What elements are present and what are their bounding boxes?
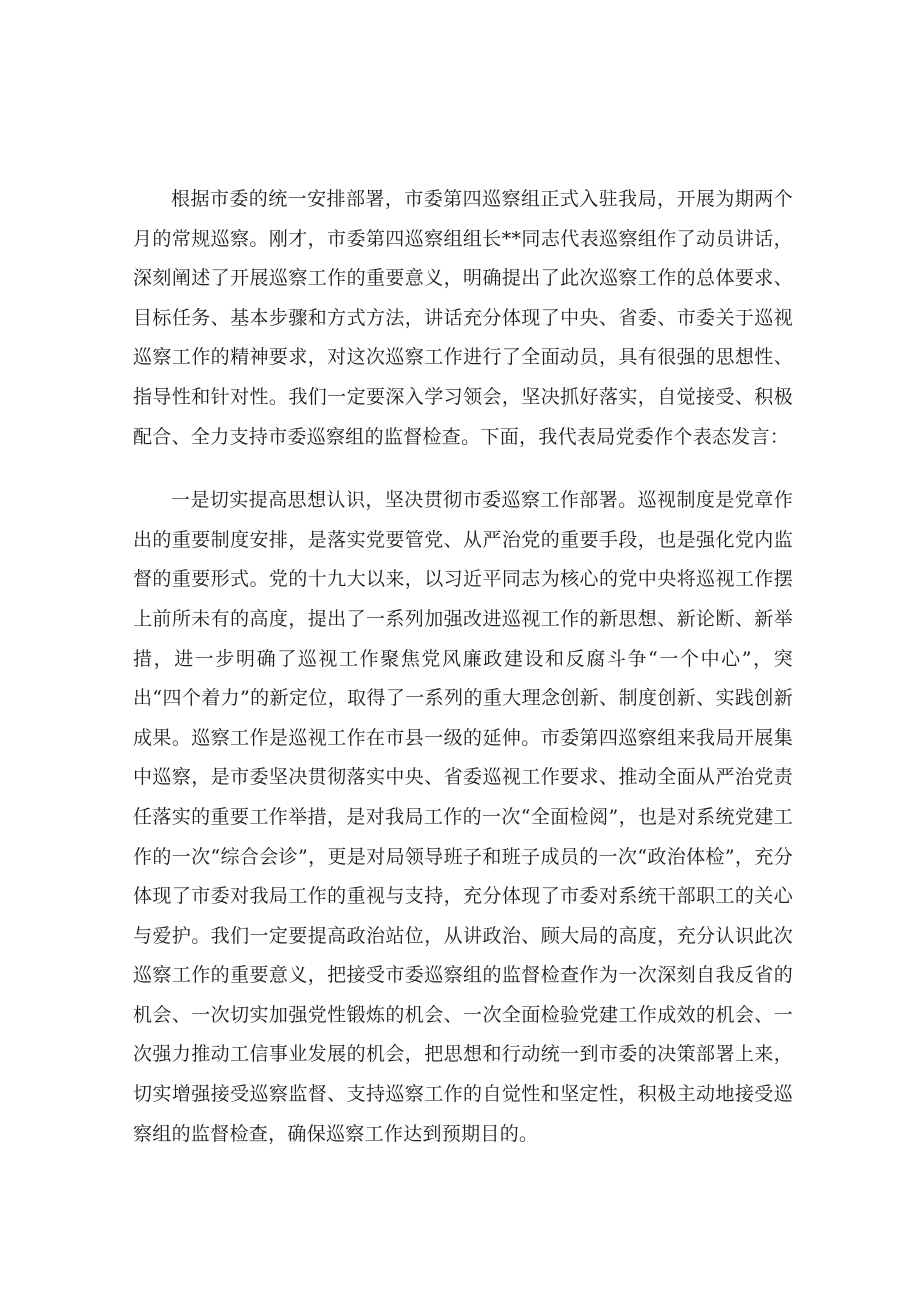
paragraph-point-one: 一是切实提高思想认识，坚决贯彻市委巡察工作部署。巡视制度是党章作出的重要制度安排，是落实党要管党、从严治党的重要手段，也是强化党内监督的重要形式。党的十九大以来，以习近平同志为核心的党中央将巡视工作摆上前所未有的高度，提出了一系列加强改进巡视工作的新思想、新论断、新举措，进一步明确了巡视工作聚焦党风廉政建设和反腐斗争“一个中心”，突出“四个着力”的新定位，取得了一系列的重大理念创新、制度创新、实践创新成果。巡察工作是巡视工作在市县一级的延伸。市委第四巡察组来我局开展集中巡察，是市委坚决贯彻落实中央、省委巡视工作要求、推动全面从严治党责任落实的重要工作举措，是对我局工作的一次“全面检阅”，也是对系统党建工作的一次“综合会诊”，更是对局领导班子和班子成员的一次“政治体检”，充分体现了市委对我局工作的重视与支持，充分体现了市委对系统干部职工的关心与爱护。我们一定要提高政治站位，从讲政治、顾大局的高度，充分认识此次巡察工作的重要意义，把接受市委巡察组的监督检查作为一次深刻自我反省的机会、一次切实加强党性锻炼的机会、一次全面检验党建工作成效的机会、一次强力推动工信事业发展的机会，把思想和行动统一到市委的决策部署上来，切实增强接受巡察监督、支持巡察工作的自觉性和坚定性，积极主动地接受巡察组的监督检查，确保巡察工作达到预期目的。 — [133, 489, 793, 1145]
paragraph-intro: 根据市委的统一安排部署，市委第四巡察组正式入驻我局，开展为期两个月的常规巡察。刚才，市委第四巡察组组长**同志代表巡察组作了动员讲话，深刻阐述了开展巡察工作的重要意义，明确提出了此次巡察工作的总体要求、目标任务、基本步骤和方式方法，讲话充分体现了中央、省委、市委关于巡视巡察工作的精神要求，对这次巡察工作进行了全面动员，具有很强的思想性、指导性和针对性。我们一定要深入学习领会，坚决抓好落实，自觉接受、积极配合、全力支持市委巡察组的监督检查。下面，我代表局党委作个表态发言： — [133, 188, 793, 448]
document-body — [133, 180, 793, 1154]
